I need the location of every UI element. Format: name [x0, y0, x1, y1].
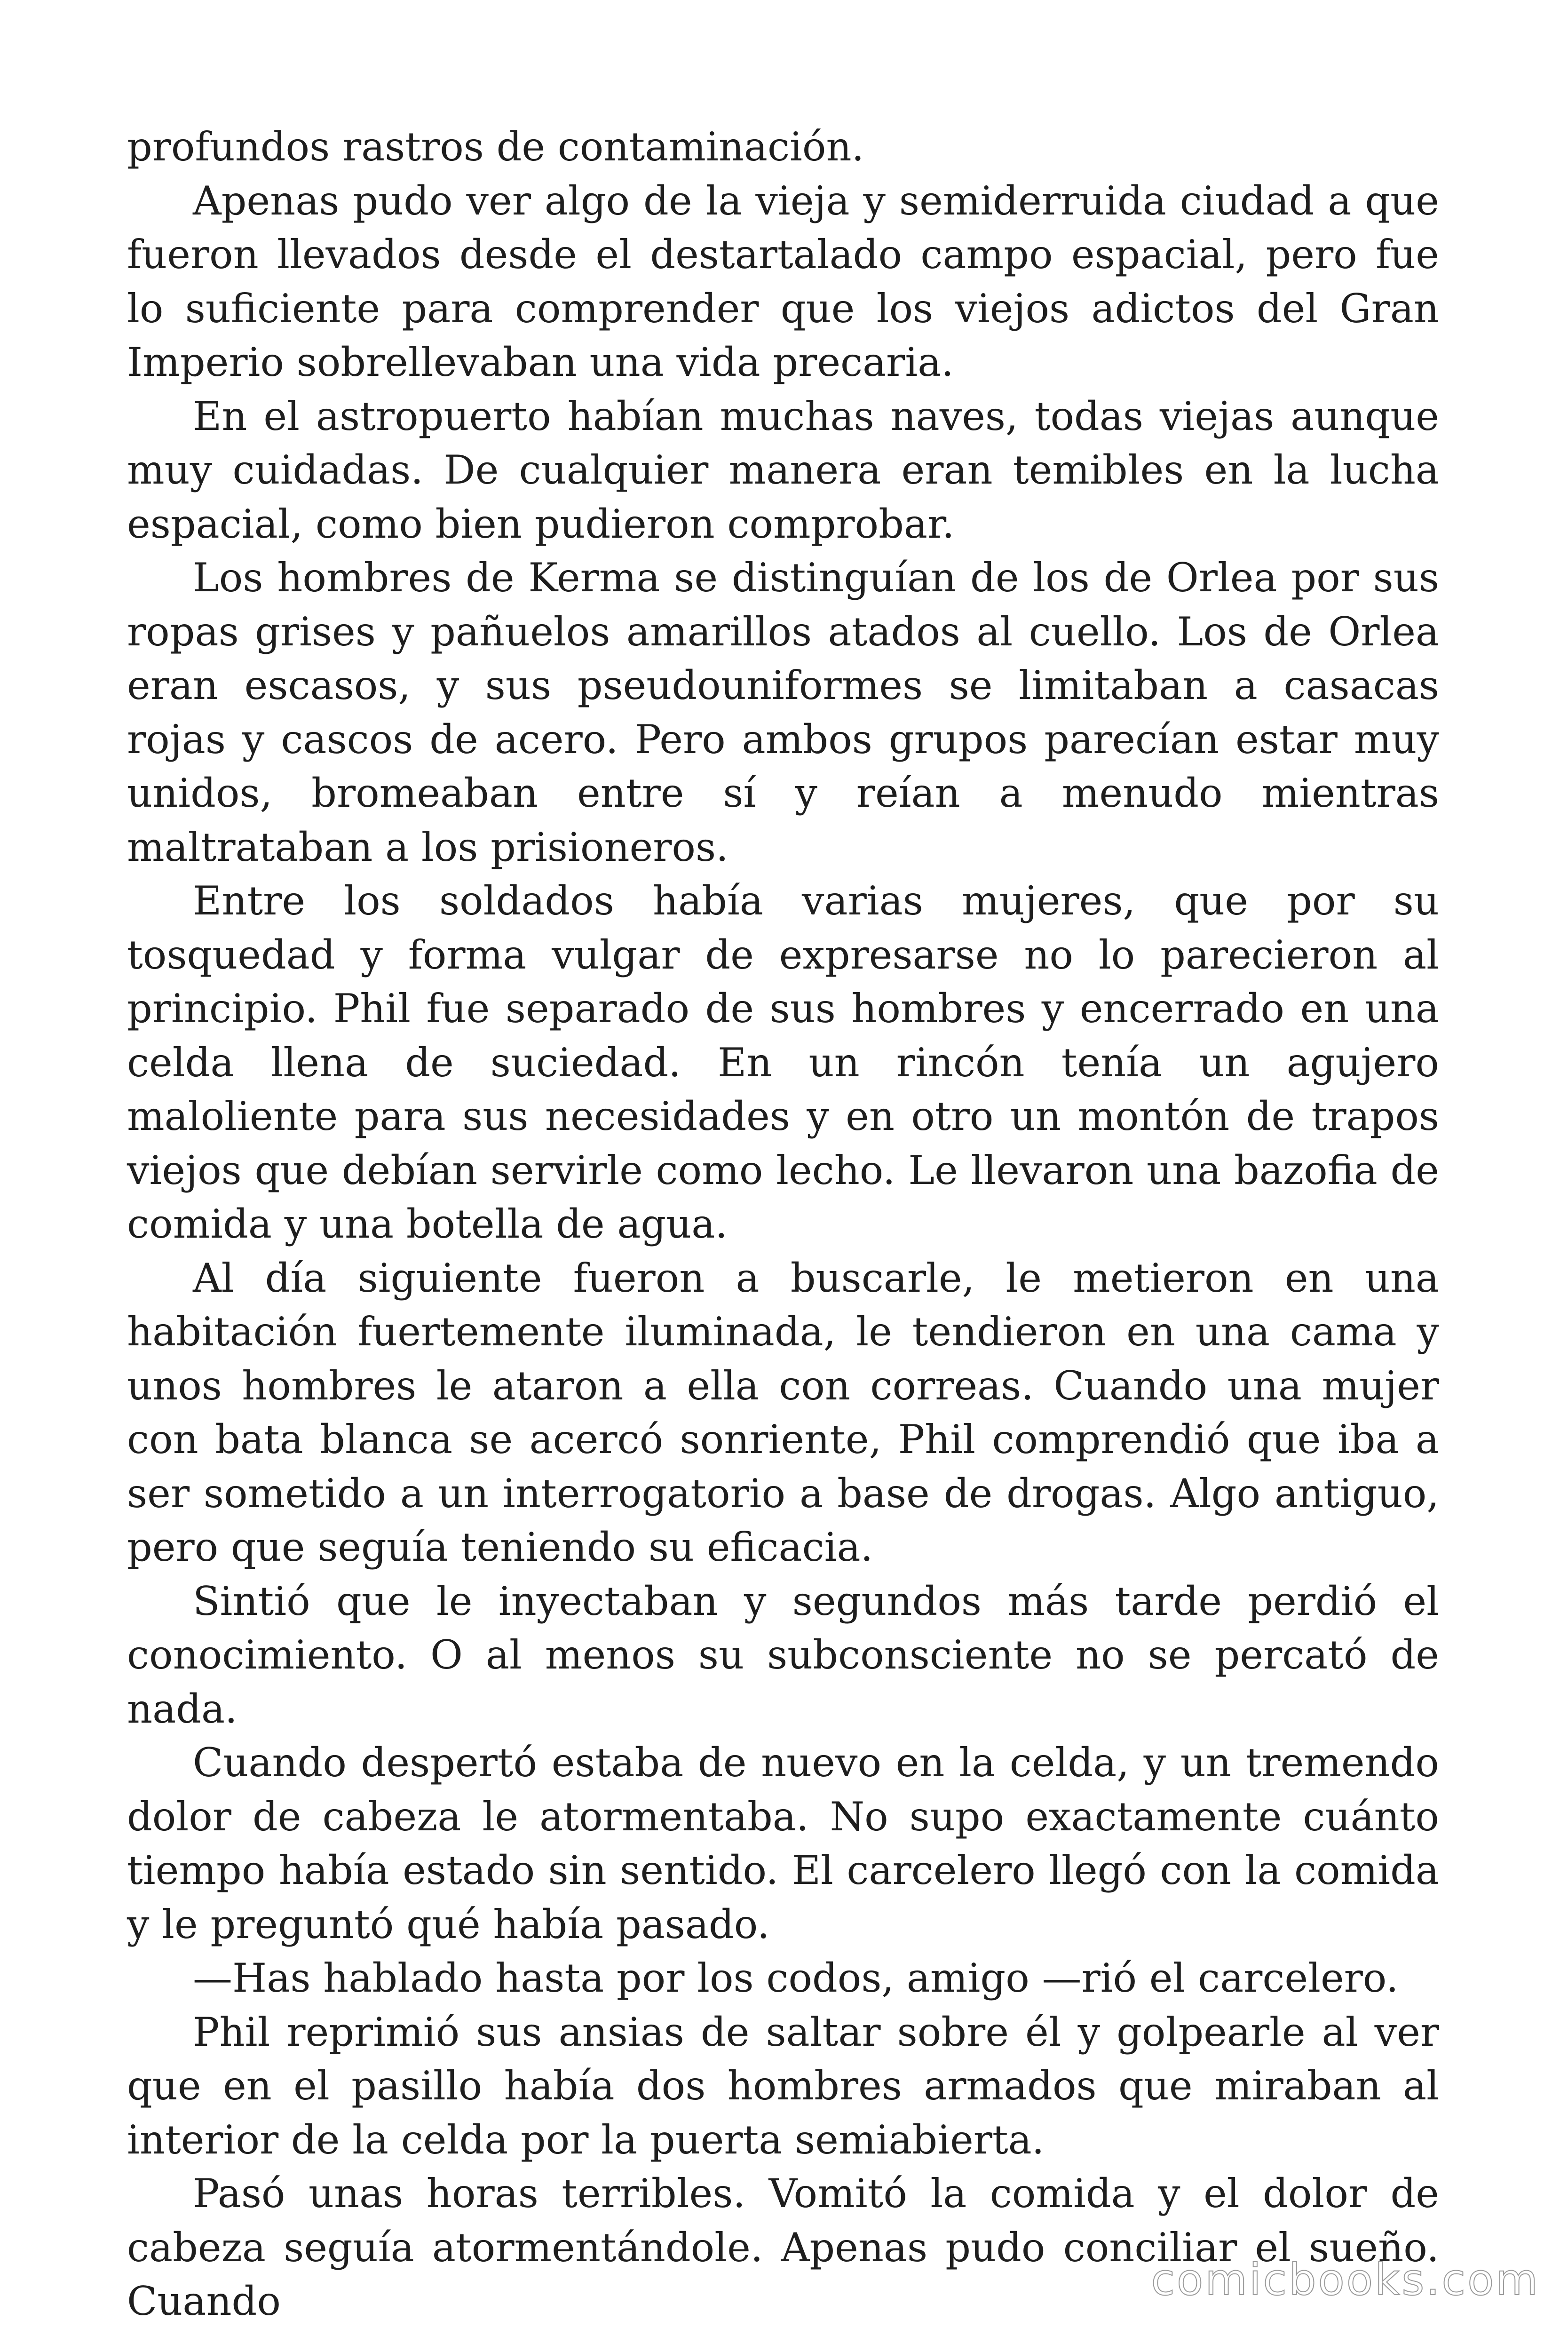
- paragraph-10: Phil reprimió sus ansias de saltar sobre él y golpearle al ver que en el pasillo había dos hombres armados que miraban al interior de la celda por la puerta semiabierta.: [127, 2009, 1439, 2163]
- paragraph-4: Los hombres de Kerma se distinguían de los de Orlea por sus ropas grises y pañuelos amarillos atados al cuello. Los de Orlea eran escasos, y sus pseudouniformes se limitaban a casacas rojas y cascos de acero. Pero ambos grupos parecían estar muy unidos, bromeaban entre sí y reían a menudo mientras maltrataban a los prisioneros.: [127, 555, 1439, 870]
- paragraph-2: Apenas pudo ver algo de la vieja y semiderruida ciudad a que fueron llevados desde el destartalado campo espacial, pero fue lo suficiente para comprender que los viejos adictos del Gran Imperio sobrellevaban una vida precaria.: [127, 177, 1439, 385]
- page-body: [127, 120, 1439, 2328]
- paragraph-7: Sintió que le inyectaban y segundos más tarde perdió el conocimiento. O al menos su subconsciente no se percató de nada.: [127, 1578, 1439, 1732]
- paragraph-11: Pasó unas horas terribles. Vomitó la comida y el dolor de cabeza seguía atormentándole. Apenas pudo conciliar el sueño. Cuando: [127, 2170, 1439, 2324]
- paragraph-9: —Has hablado hasta por los codos, amigo —rió el carcelero.: [193, 1955, 1399, 2001]
- paragraph-3: En el astropuerto habían muchas naves, todas viejas aunque muy cuidadas. De cualquier manera eran temibles en la lucha espacial, como bien pudieron comprobar.: [127, 393, 1439, 547]
- paragraph-5: Entre los soldados había varias mujeres, que por su tosquedad y forma vulgar de expresarse no lo parecieron al principio. Phil fue separado de sus hombres y encerrado en una celda llena de suciedad. En un rincón tenía un agujero maloliente para sus necesidades y en otro un montón de trapos viejos que debían servirle como lecho. Le llevaron una bazofia de comida y una botella de agua.: [127, 878, 1439, 1247]
- paragraph-8: Cuando despertó estaba de nuevo en la celda, y un tremendo dolor de cabeza le atormentaba. No supo exactamente cuánto tiempo había estado sin sentido. El carcelero llegó con la comida y le preguntó qué había pasado.: [127, 1740, 1439, 1947]
- paragraph-1: profundos rastros de contaminación.: [127, 124, 864, 170]
- watermark-text: comicbooks.com: [1151, 2255, 1540, 2305]
- paragraph-6: Al día siguiente fueron a buscarle, le metieron en una habitación fuertemente iluminada, le tendieron en una cama y unos hombres le ataron a ella con correas. Cuando una mujer con bata blanca se acercó sonriente, Phil comprendió que iba a ser sometido a un interrogatorio a base de drogas. Algo antiguo, pero que seguía teniendo su eficacia.: [127, 1255, 1439, 1570]
